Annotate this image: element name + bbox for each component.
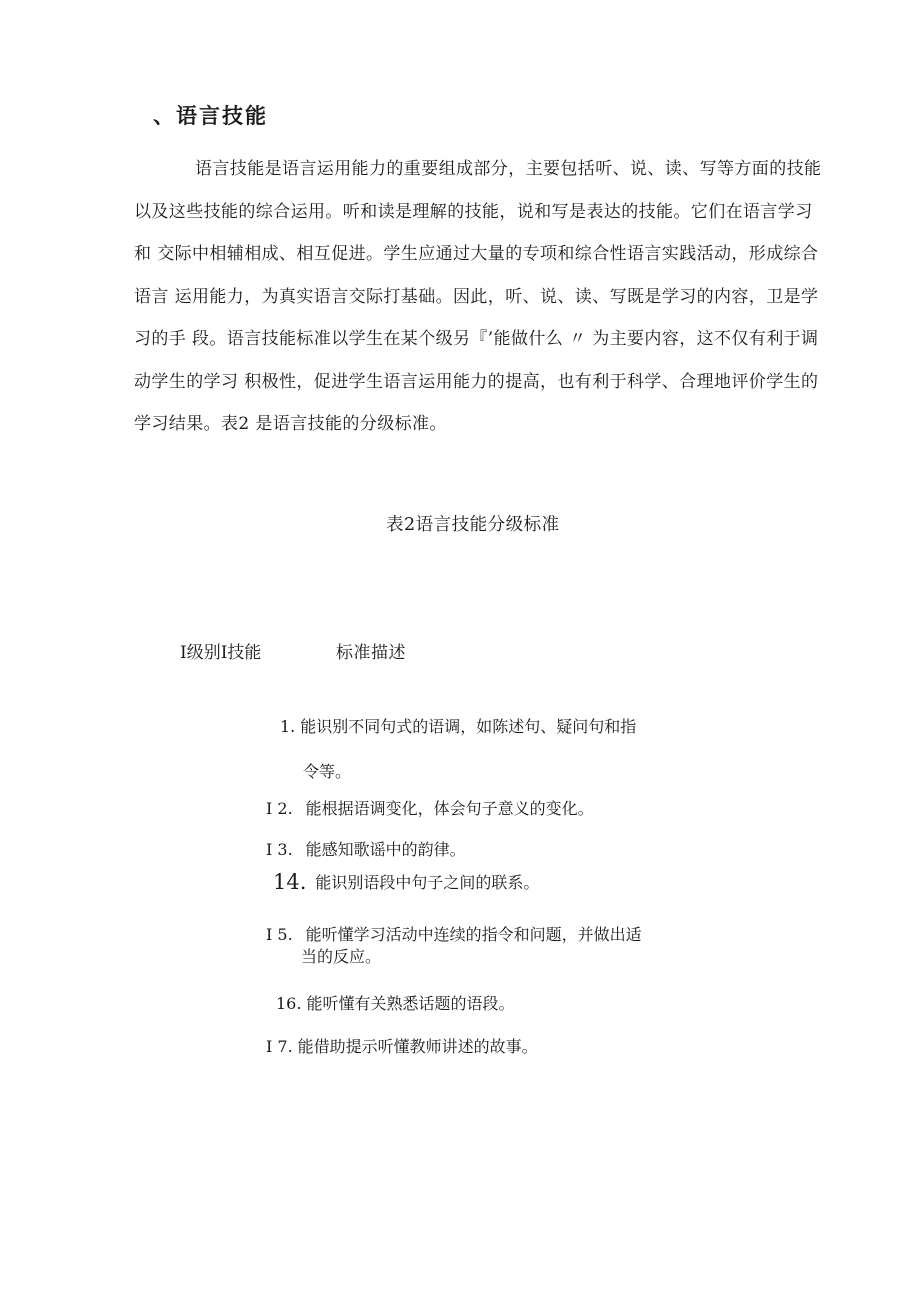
item-3-text: 能感知歌谣中的韵律。: [305, 840, 466, 859]
paragraph-line-3: 和 交际中相辅相成、相互促进。学生应通过大量的专项和综合性语言实践活动，形成综合: [134, 244, 819, 264]
section-heading: 、语言技能: [153, 103, 268, 128]
item-5-text: 能听懂学习活动中连续的指令和问题，并做出适: [305, 925, 642, 944]
list-item-5-continuation: 当的反应。: [301, 947, 382, 966]
paragraph-line-1: 语言技能是语言运用能力的重要组成部分，主要包括听、说、读、写等方面的技能: [195, 159, 822, 179]
intro-paragraph: [134, 148, 822, 446]
item-1-text: 能识别不同句式的语调，如陈述句、疑问句和指: [300, 717, 637, 736]
paragraph-line-7: 学习结果。表2 是语言技能的分级标准。: [134, 414, 447, 434]
paragraph-line-2: 以及这些技能的综合运用。听和读是理解的技能，说和写是表达的技能。它们在语言学习: [134, 201, 813, 222]
list-item-2: [266, 799, 594, 819]
list-item-4: [273, 872, 539, 893]
item-6-number: 16.: [276, 994, 302, 1013]
list-item-6: [276, 994, 514, 1014]
paragraph-line-4: 语言 运用能力，为真实语言交际打基础。因此，听、说、读、写既是学习的内容，卫是学: [134, 286, 819, 307]
table-caption: 表2语言技能分级标准: [386, 515, 560, 535]
item-4-number: 14.: [273, 870, 307, 894]
item-3-number: I 3.: [266, 840, 293, 859]
item-2-text: 能根据语调变化，体会句子意义的变化。: [305, 799, 594, 818]
list-item-1-continuation: 令等。: [303, 762, 352, 781]
list-item-3: [266, 840, 466, 860]
item-2-number: I 2.: [266, 799, 293, 818]
list-item-5: [266, 925, 642, 945]
item-1-number: 1.: [280, 717, 296, 736]
table-header-standard-description: 标准描述: [336, 643, 406, 663]
list-item-7: [266, 1037, 538, 1057]
item-6-text: 能听懂有关熟悉话题的语段。: [306, 994, 515, 1013]
item-4-text: 能识别语段中句子之间的联系。: [315, 873, 540, 892]
table-header-level-skill: I级别I技能: [180, 643, 262, 663]
paragraph-line-6: 动学生的学习 积极性，促进学生语言运用能力的提高，也有利于科学、合理地评价学生的: [134, 371, 819, 392]
item-7-text: 能借助提示听懂教师讲述的故事。: [297, 1037, 538, 1056]
item-7-number: I 7.: [266, 1037, 293, 1056]
paragraph-line-5: 习的手 段。语言技能标准以学生在某个级另『’能做什么 〃 为主要内容，这不仅有利于调: [134, 329, 819, 349]
item-5-number: I 5.: [266, 925, 293, 944]
list-item-1: [280, 717, 636, 737]
